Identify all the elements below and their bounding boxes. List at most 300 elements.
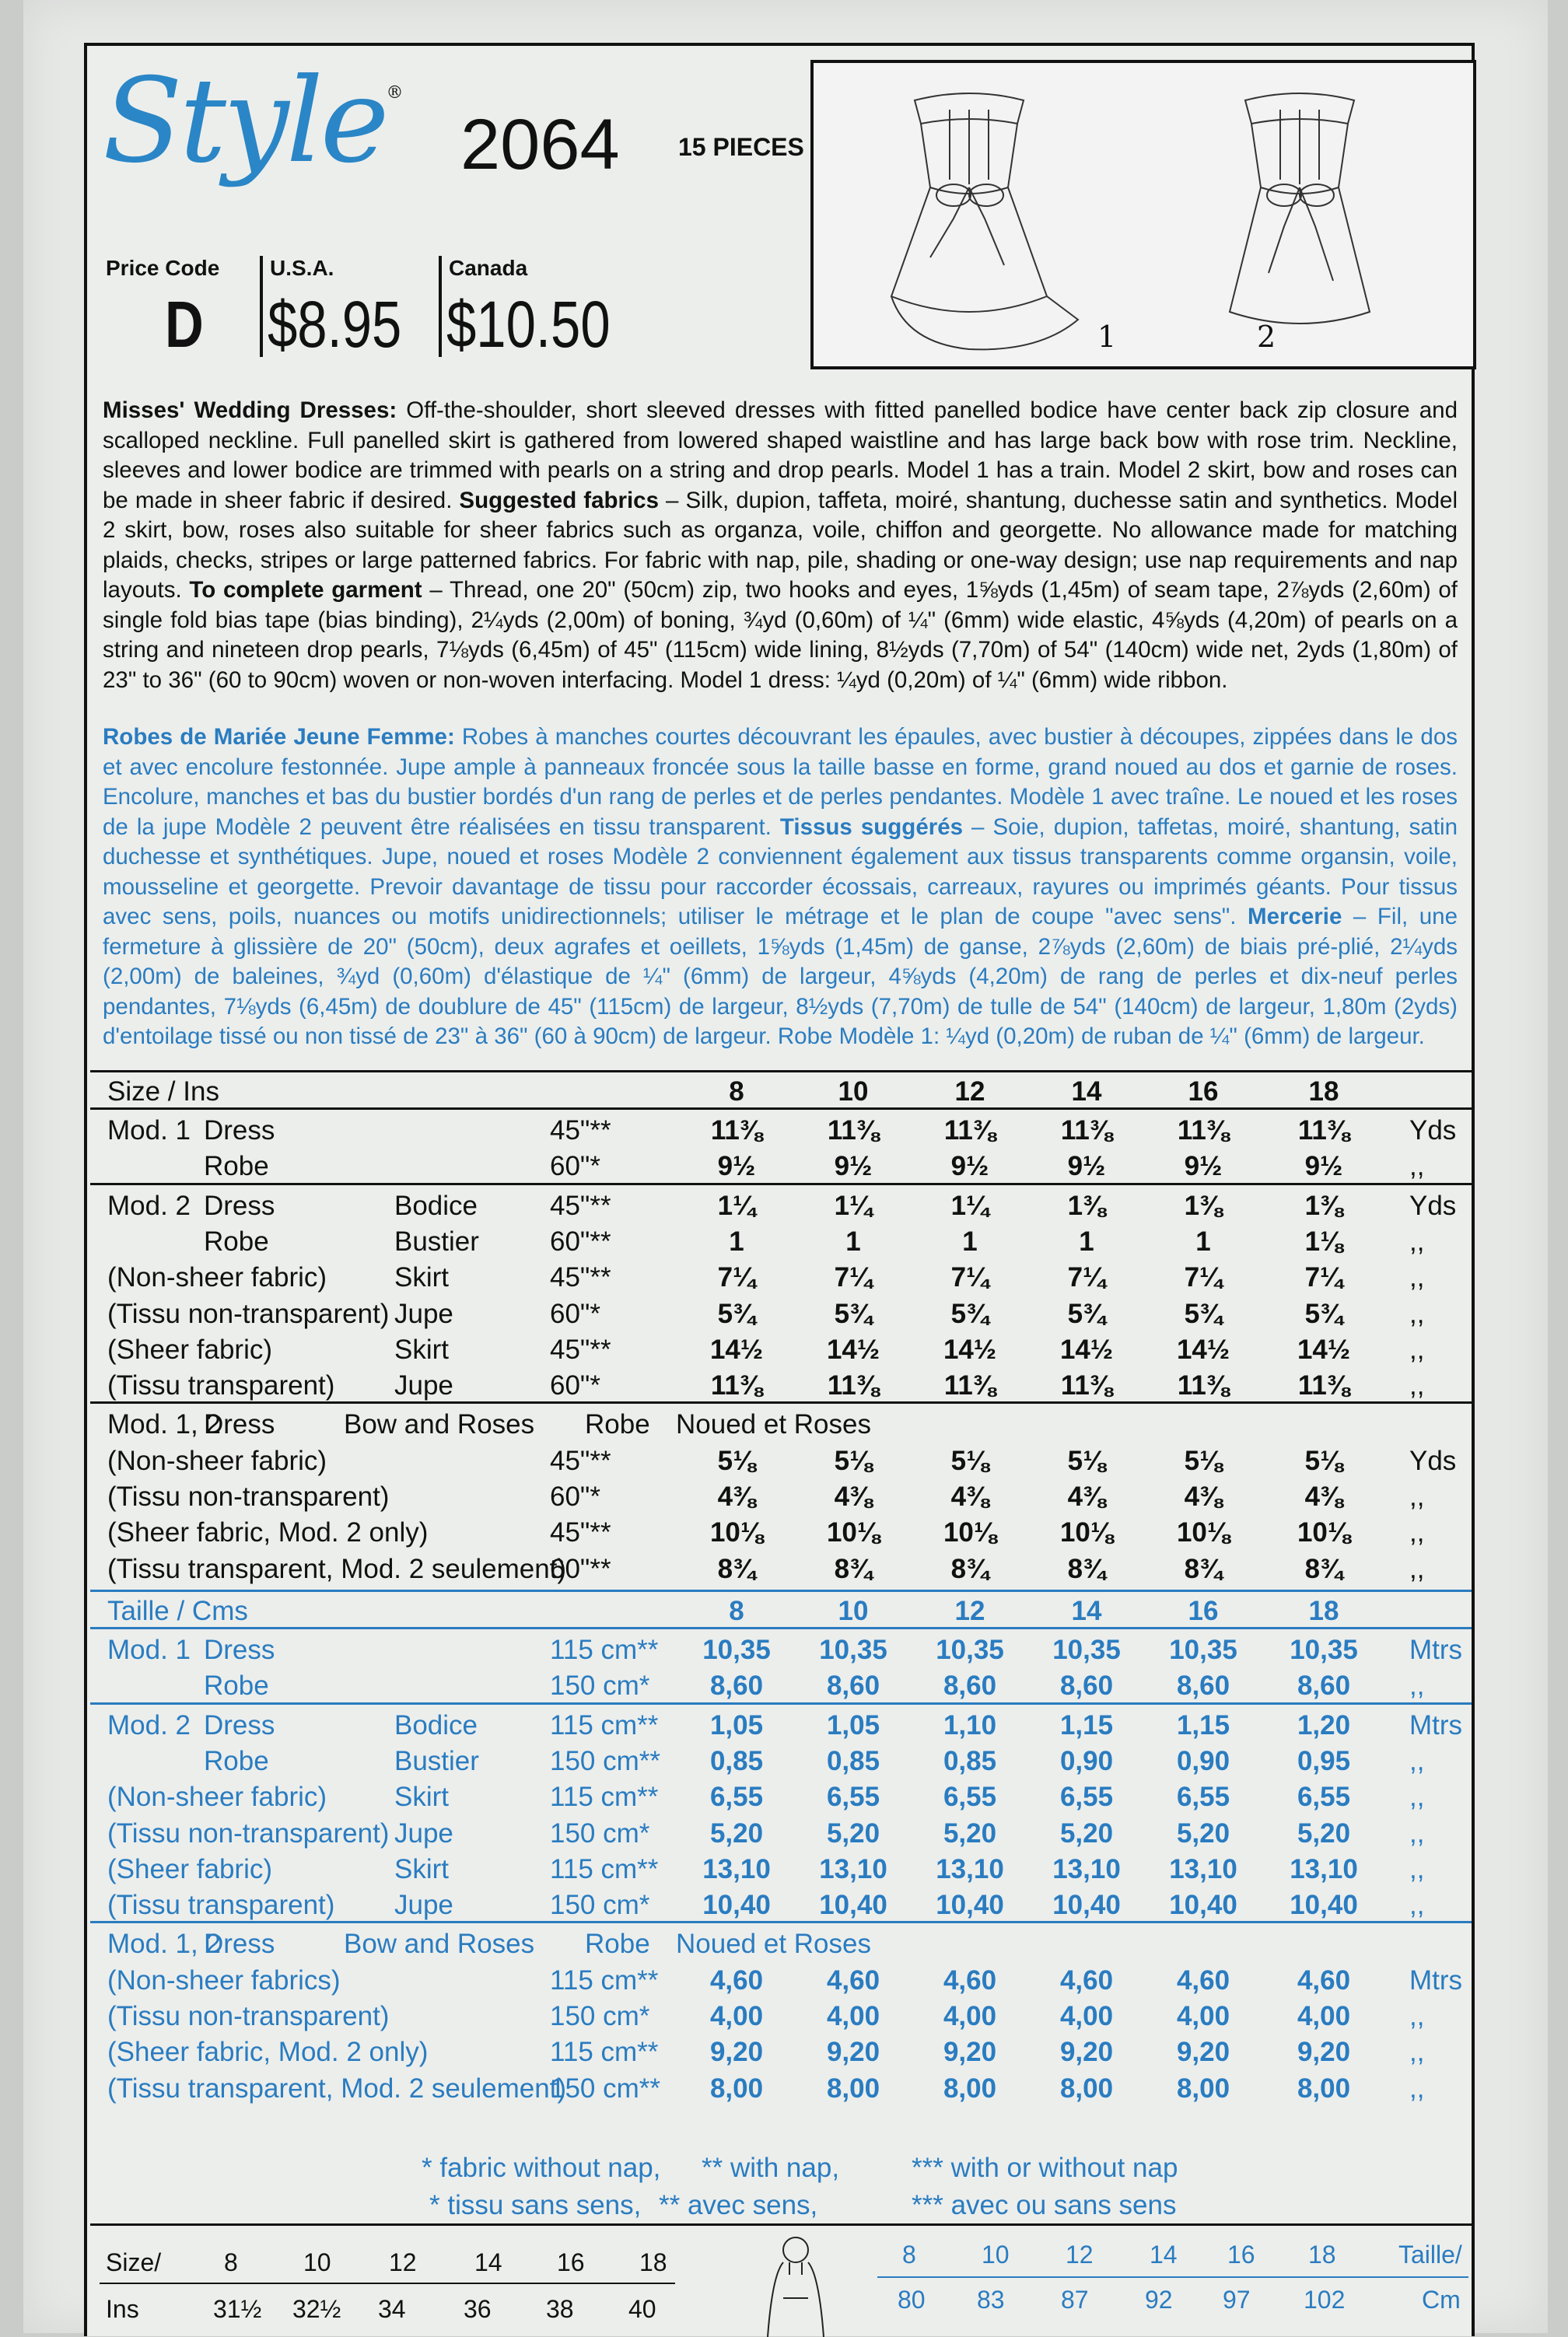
unit: ,, <box>1409 1671 1425 1702</box>
price-code: D <box>165 288 204 361</box>
size-cell: 10 <box>303 2248 331 2276</box>
size-header: 8 <box>729 1076 744 1107</box>
yardage-value: 9,20 <box>709 2037 764 2068</box>
yardage-value: 1 <box>729 1226 744 1257</box>
row-width: 60"** <box>550 1226 611 1257</box>
row-width: 150 cm* <box>550 1817 650 1849</box>
yardage-value: 14½ <box>1059 1334 1114 1365</box>
yardage-value: 1,15 <box>1059 1709 1114 1741</box>
yardage-value: 0,85 <box>943 1745 997 1776</box>
table-rule <box>90 1183 1472 1185</box>
yardage-value: 8,00 <box>1176 2073 1230 2104</box>
row-piece: Skirt <box>394 1334 449 1365</box>
footnote: *** with or without nap <box>912 2153 1178 2183</box>
body-figure-icon <box>749 2228 842 2337</box>
yardage-value: 8,60 <box>1176 1671 1230 1702</box>
footnote: * tissu sans sens, <box>429 2190 642 2220</box>
row-garment: Robe <box>204 1671 269 1702</box>
row-width: 60"** <box>550 1553 611 1584</box>
row-label: (Non-sheer fabrics) <box>107 1964 341 1996</box>
yardage-value: 4,00 <box>1176 2001 1230 2031</box>
table-rule <box>90 1921 1472 1923</box>
yardage-value: 8¾ <box>1184 1553 1223 1584</box>
unit: ,, <box>1409 1370 1425 1401</box>
unit: ,, <box>1409 1482 1425 1512</box>
row-garment: Robe <box>204 1151 269 1182</box>
yardage-value: 13,10 <box>702 1853 771 1884</box>
unit: ,, <box>1409 1517 1425 1548</box>
size-cell: 14 <box>474 2248 502 2276</box>
yardage-value: 6,55 <box>1059 1782 1114 1813</box>
unit: Mtrs <box>1409 1635 1463 1665</box>
row-label: Mod. 1 <box>107 1115 191 1146</box>
ins-label: Ins <box>106 2295 139 2323</box>
size-cell: 16 <box>1227 2241 1255 2269</box>
size-header-label: Size / Ins <box>107 1076 219 1107</box>
row-label: (Tissu non-transparent) <box>107 1298 390 1329</box>
row-piece: Bodice <box>394 1190 478 1221</box>
yardage-value: 7¼ <box>1304 1262 1343 1293</box>
row-garment: Dress <box>204 1635 275 1665</box>
yardage-value: 11⅜ <box>1060 1370 1113 1401</box>
dress-sketches <box>814 63 1473 366</box>
row-label: (Sheer fabric, Mod. 2 only) <box>107 1517 429 1548</box>
row-garment: Dress <box>204 1190 275 1221</box>
yardage-value: 4,00 <box>943 2001 997 2031</box>
unit: Mtrs <box>1409 1964 1463 1996</box>
yardage-value: 8,60 <box>1059 1671 1114 1702</box>
yardage-value: 1,20 <box>1297 1709 1351 1741</box>
ins-value: 38 <box>546 2295 574 2323</box>
row-label: (Tissu transparent) <box>107 1370 335 1401</box>
size-cell: 18 <box>1308 2241 1336 2269</box>
row-piece: Bow and Roses <box>344 1409 535 1440</box>
yardage-value: 11⅜ <box>827 1115 880 1146</box>
unit: ,, <box>1409 1151 1425 1182</box>
unit: ,, <box>1409 1853 1425 1884</box>
yardage-value: 4,60 <box>709 1964 764 1996</box>
row-note: Noued et Roses <box>676 1929 871 1960</box>
yardage-value: 6,55 <box>826 1782 880 1813</box>
row-width: 60"* <box>550 1370 600 1401</box>
ins-value: 31½ <box>213 2295 262 2323</box>
yardage-value: 6,55 <box>1297 1782 1351 1813</box>
unit: ,, <box>1409 1817 1425 1849</box>
yardage-value: 10,40 <box>936 1890 1004 1921</box>
yardage-value: 11⅜ <box>1177 1370 1230 1401</box>
row-label: Mod. 1 <box>107 1635 191 1665</box>
yardage-value: 1 <box>962 1226 978 1257</box>
yardage-value: 5⅛ <box>834 1445 873 1476</box>
yardage-value: 11⅜ <box>710 1115 763 1146</box>
size-header: 18 <box>1308 1076 1339 1107</box>
yardage-value: 7¼ <box>834 1262 873 1293</box>
size-header: 16 <box>1188 1596 1219 1626</box>
unit: Yds <box>1409 1190 1457 1221</box>
unit: ,, <box>1409 1890 1425 1921</box>
yardage-value: 9,20 <box>943 2037 997 2068</box>
row-label: (Tissu non-transparent) <box>107 2001 390 2031</box>
description-french: Robes de Mariée Jeune Femme: Robes à manches courtes découvrant les épaules, avec bustier à découpes, zippées dans le dos et avec encolure festonnée. Jupe ample à panneaux froncée sous la taille basse en forme, grand noued au dos et garnie de roses. Encolure, manches et bas du bustier bordés d'un rang de perles et de perles pendantes. Modèle 1 avec traîne. Le noued et les roses de la jupe Modèle 2 peuvent être réalisées en tissu transparent. Tissus suggérés – Soie, dupion, taffetas, moiré, shantung, satin duchesse et synthétiques. Jupe, noued et roses Modèle 2 conviennent également aux tissus transparents comme organsin, voile, mousseline et georgette. Prevoir davantage de tissu pour raccorder écossais, carreaux, rayures ou imprimés géants. Pour tissus avec sens, poils, nuances ou motifs unidirectionnels; utiliser le métrage et le plan de coupe "avec sens". Mercerie – Fil, une fermeture à glissière de 20" (50cm), deux agrafes et oeillets, 1⅝yds (1,45m) de ganse, 2⅞yds (2,60m) de biais pré-plié, 2¼yds (2,00m) de baleines, ¾yd (0,60m) d'élastique de ¼" (6mm) de largeur, 4⅝yds (4,20m) de rang de perles et dix-neuf perles pendantes, 7⅛yds (6,45m) de doublure de 45" (115cm) de largeur, 8½yds (7,70m) de tulle de 54" (140cm) de largeur, 1,80m (2yds) d'entoilage tissé ou non tissé de 23" à 36" (60 à 90cm) de largeur. Robe Modèle 1: ¼yd (0,20m) de ruban de ¼" (6mm) de largeur. <box>103 724 1458 1049</box>
yardage-value: 10⅛ <box>1297 1517 1351 1548</box>
yardage-value: 14½ <box>709 1334 764 1365</box>
cm-label: Cm <box>1422 2286 1461 2314</box>
row-width: 60"* <box>550 1482 600 1512</box>
unit: ,, <box>1409 2001 1425 2031</box>
row-width: 45"** <box>550 1517 611 1548</box>
row-label: (Sheer fabric, Mod. 2 only) <box>107 2037 429 2068</box>
row-note: Noued et Roses <box>676 1409 871 1440</box>
yardage-value: 1 <box>1079 1226 1094 1257</box>
yardage-value: 13,10 <box>1169 1853 1237 1884</box>
yardage-value: 10⅛ <box>1059 1517 1114 1548</box>
size-header: 10 <box>838 1076 869 1107</box>
size-header: 8 <box>729 1596 744 1626</box>
unit: Yds <box>1409 1445 1457 1476</box>
yardage-value: 8,00 <box>826 2073 880 2104</box>
canada-label: Canada <box>449 256 528 280</box>
cm-value: 97 <box>1223 2286 1251 2314</box>
row-label: (Tissu non-transparent) <box>107 1482 390 1512</box>
table-rule <box>90 1590 1472 1592</box>
yardage-value: 6,55 <box>709 1782 764 1813</box>
usa-price: $8.95 <box>268 288 402 361</box>
description-english: Misses' Wedding Dresses: Off-the-shoulder, short sleeved dresses with fitted panelled bodice have center back zip closure and scalloped neckline. Full panelled skirt is gathered from lowered shaped waistline and has large back bow with rose trim. Neckline, sleeves and lower bodice are trimmed with pearls on a string and drop pearls. Model 1 has a train. Model 2 skirt, bow and roses can be made in sheer fabric if desired. Suggested fabrics – Silk, dupion, taffeta, moiré, shantung, duchesse satin and synthetics. Model 2 skirt, bow, roses also suitable for sheer fabrics such as organza, voile, chiffon and georgette. No allowance made for matching plaids, checks, stripes or large patterned fabrics. For fabric with nap, pile, shading or one-way design; use nap requirements and nap layouts. To complete garment – Thread, one 20" (50cm) zip, two hooks and eyes, 1⅝yds (1,45m) of seam tape, 2⅞yds (2,60m) of single fold bias tape (bias binding), 2¼yds (2,00m) of boning, ¾yd (0,60m) of ¼" (6mm) wide elastic, 4⅝yds (4,20m) of pearls on a string and nineteen drop pearls, 7⅛yds (6,45m) of 45" (115cm) wide lining, 8½yds (7,70m) of 54" (140cm) wide net, 2yds (1,80m) of 23" to 36" (60 to 90cm) woven or non-woven interfacing. Model 1 dress: ¼yd (0,20m) of ¼" (6mm) wide ribbon. <box>103 397 1458 693</box>
yardage-value: 9½ <box>1067 1151 1106 1182</box>
unit: ,, <box>1409 2037 1425 2068</box>
yardage-value: 10⅛ <box>709 1517 764 1548</box>
size-header: 10 <box>838 1596 869 1626</box>
size-cell: 16 <box>557 2248 585 2276</box>
size-cell: 8 <box>902 2241 916 2269</box>
size-header: 14 <box>1071 1596 1102 1626</box>
row-piece: Bustier <box>394 1745 479 1776</box>
row-width: 45"** <box>550 1190 611 1221</box>
yardage-value: 0,95 <box>1297 1745 1351 1776</box>
yardage-value: 13,10 <box>1052 1853 1121 1884</box>
row-label: Mod. 1, 2 <box>107 1929 221 1960</box>
unit: ,, <box>1409 1553 1425 1584</box>
yardage-value: 8¾ <box>950 1553 989 1584</box>
footnote: * fabric without nap, <box>422 2153 661 2183</box>
row-piece: Jupe <box>394 1890 453 1921</box>
row-width: 150 cm** <box>550 2073 661 2104</box>
size-header: 18 <box>1308 1596 1339 1626</box>
row-piece: Skirt <box>394 1262 449 1293</box>
size-header: 16 <box>1188 1076 1219 1107</box>
row-piece: Jupe <box>394 1817 453 1849</box>
view-2-label: 2 <box>1257 320 1276 354</box>
row-width: 150 cm* <box>550 2001 650 2031</box>
table-rule <box>90 1070 1472 1072</box>
yardage-value: 10,35 <box>1169 1635 1237 1665</box>
row-label: (Sheer fabric) <box>107 1334 273 1365</box>
row-piece: Jupe <box>394 1298 453 1329</box>
usa-label: U.S.A. <box>270 256 334 280</box>
yardage-value: 10,35 <box>1290 1635 1358 1665</box>
size-header-label: Taille / Cms <box>107 1596 248 1626</box>
row-width: 45"** <box>550 1445 611 1476</box>
yardage-value: 9,20 <box>826 2037 880 2068</box>
row-width: 45"** <box>550 1262 611 1293</box>
yardage-value: 8,00 <box>943 2073 997 2104</box>
row-label: (Tissu transparent, Mod. 2 seulement) <box>107 2073 567 2104</box>
yardage-value: 4,60 <box>943 1964 997 1996</box>
yardage-value: 13,10 <box>1290 1853 1358 1884</box>
yardage-value: 8,60 <box>826 1671 880 1702</box>
row-garment: Robe <box>204 1226 269 1257</box>
yardage-value: 13,10 <box>936 1853 1004 1884</box>
unit: ,, <box>1409 1782 1425 1813</box>
yardage-value: 4⅜ <box>1184 1482 1223 1512</box>
size-cell: 8 <box>224 2248 238 2276</box>
yardage-value: 1¼ <box>834 1190 873 1221</box>
unit: ,, <box>1409 1334 1425 1365</box>
price-divider <box>260 256 263 357</box>
row-width: 60"* <box>550 1298 600 1329</box>
yardage-value: 4,60 <box>1176 1964 1230 1996</box>
row-label: (Tissu non-transparent) <box>107 1817 390 1849</box>
unit: ,, <box>1409 1262 1425 1293</box>
yardage-value: 7¼ <box>950 1262 989 1293</box>
yardage-value: 8¾ <box>834 1553 873 1584</box>
yardage-value: 5,20 <box>709 1817 764 1849</box>
yardage-value: 5,20 <box>1297 1817 1351 1849</box>
yardage-value: 8,60 <box>1297 1671 1351 1702</box>
pattern-number: 2064 <box>460 105 620 184</box>
cm-value: 92 <box>1145 2286 1173 2314</box>
yardage-value: 1,05 <box>709 1709 764 1741</box>
row-width: 150 cm* <box>550 1890 650 1921</box>
yardage-value: 7¼ <box>1184 1262 1223 1293</box>
yardage-value: 8¾ <box>1304 1553 1343 1584</box>
yardage-value: 1,15 <box>1176 1709 1230 1741</box>
row-label: Mod. 1, 2 <box>107 1409 221 1440</box>
yardage-value: 11⅜ <box>710 1370 763 1401</box>
yardage-value: 5⅛ <box>1304 1445 1343 1476</box>
row-label: (Tissu transparent) <box>107 1890 335 1921</box>
unit: ,, <box>1409 2073 1425 2104</box>
unit: Mtrs <box>1409 1709 1463 1741</box>
row-width: 115 cm** <box>550 2037 659 2068</box>
size-header: 14 <box>1071 1076 1102 1107</box>
yardage-value: 5,20 <box>943 1817 997 1849</box>
yardage-value: 4,60 <box>1297 1964 1351 1996</box>
yardage-value: 9½ <box>834 1151 873 1182</box>
ins-value: 32½ <box>292 2295 341 2323</box>
row-width: 45"** <box>550 1334 611 1365</box>
table-rule <box>90 1107 1472 1110</box>
yardage-value: 10,40 <box>819 1890 887 1921</box>
yardage-value: 11⅜ <box>1297 1115 1350 1146</box>
row-width: 115 cm** <box>550 1782 659 1813</box>
yardage-value: 0,85 <box>709 1745 764 1776</box>
taille-label: Taille/ <box>1398 2241 1462 2269</box>
yardage-value: 11⅜ <box>1297 1370 1350 1401</box>
yardage-value: 10,35 <box>819 1635 887 1665</box>
yardage-value: 6,55 <box>943 1782 997 1813</box>
yardage-value: 5¾ <box>950 1298 989 1329</box>
yardage-value: 5¾ <box>834 1298 873 1329</box>
row-piece: Jupe <box>394 1370 453 1401</box>
size-header: 12 <box>954 1076 985 1107</box>
yardage-value: 9,20 <box>1059 2037 1114 2068</box>
yardage-value: 1,10 <box>943 1709 997 1741</box>
yardage-value: 5¾ <box>1184 1298 1223 1329</box>
yardage-value: 13,10 <box>819 1853 887 1884</box>
yardage-value: 5⅛ <box>717 1445 756 1476</box>
yardage-value: 5¾ <box>1304 1298 1343 1329</box>
unit: ,, <box>1409 1298 1425 1329</box>
row-piece: Bustier <box>394 1226 479 1257</box>
yardage-value: 10⅛ <box>943 1517 997 1548</box>
yardage-value: 9½ <box>1184 1151 1223 1182</box>
yardage-value: 10,40 <box>1169 1890 1237 1921</box>
row-piece: Bow and Roses <box>344 1929 535 1960</box>
row-width: 115 cm** <box>550 1964 659 1996</box>
yardage-value: 14½ <box>826 1334 880 1365</box>
yardage-value: 1¼ <box>950 1190 989 1221</box>
yardage-value: 5,20 <box>826 1817 880 1849</box>
row-width: 150 cm* <box>550 1671 650 1702</box>
row-piece: Bodice <box>394 1709 478 1741</box>
row-width: 115 cm** <box>550 1853 659 1884</box>
row-width: 60"* <box>550 1151 600 1182</box>
yardage-value: 10,40 <box>1290 1890 1358 1921</box>
yardage-value: 10,35 <box>936 1635 1004 1665</box>
unit: Yds <box>1409 1115 1457 1146</box>
row-garment: Dress <box>204 1709 275 1741</box>
size-label: Size/ <box>106 2248 162 2276</box>
size-cell: 12 <box>1066 2241 1094 2269</box>
yardage-value: 5¾ <box>717 1298 756 1329</box>
size-cell: 12 <box>389 2248 417 2276</box>
yardage-value: 5⅛ <box>950 1445 989 1476</box>
size-header: 12 <box>954 1596 985 1626</box>
yardage-value: 8,00 <box>1059 2073 1114 2104</box>
row-label: (Tissu transparent, Mod. 2 seulement) <box>107 1553 567 1584</box>
ins-value: 34 <box>378 2295 406 2323</box>
yardage-value: 8,60 <box>709 1671 764 1702</box>
yardage-value: 11⅜ <box>943 1115 996 1146</box>
row-label: Mod. 2 <box>107 1709 191 1741</box>
brand-logo: Style® <box>103 54 401 189</box>
unit: ,, <box>1409 1226 1425 1257</box>
yardage-value: 0,90 <box>1059 1745 1114 1776</box>
yardage-value: 4,00 <box>709 2001 764 2031</box>
row-width: 45"** <box>550 1115 611 1146</box>
yardage-value: 1⅜ <box>1067 1190 1106 1221</box>
yardage-value: 10,35 <box>702 1635 771 1665</box>
size-cell: 18 <box>639 2248 667 2276</box>
row-width: 150 cm** <box>550 1745 661 1776</box>
yardage-value: 0,90 <box>1176 1745 1230 1776</box>
body-measurements <box>84 2220 1472 2333</box>
table-rule <box>90 1627 1472 1629</box>
row-piece: Skirt <box>394 1782 449 1813</box>
yardage-value: 4⅜ <box>1067 1482 1106 1512</box>
row-garment: Dress <box>204 1115 275 1146</box>
yardage-value: 5⅛ <box>1067 1445 1106 1476</box>
yardage-value: 1 <box>1195 1226 1211 1257</box>
yardage-value: 1⅜ <box>1304 1190 1343 1221</box>
yardage-value: 11⅜ <box>1177 1115 1230 1146</box>
price-divider <box>439 256 442 357</box>
yardage-value: 5,20 <box>1059 1817 1114 1849</box>
row-label: (Non-sheer fabric) <box>107 1262 327 1293</box>
cm-value: 87 <box>1061 2286 1089 2314</box>
yardage-value: 0,85 <box>826 1745 880 1776</box>
yardage-value: 10,40 <box>1052 1890 1121 1921</box>
yardage-value: 4⅜ <box>717 1482 756 1512</box>
cm-value: 102 <box>1304 2286 1346 2314</box>
yardage-value: 9,20 <box>1176 2037 1230 2068</box>
yardage-value: 14½ <box>1176 1334 1230 1365</box>
yardage-value: 9½ <box>950 1151 989 1182</box>
row-width: 115 cm** <box>550 1709 659 1741</box>
rule <box>100 2283 675 2284</box>
row-label: Mod. 2 <box>107 1190 191 1221</box>
price-code-label: Price Code <box>106 256 220 280</box>
row-label: (Non-sheer fabric) <box>107 1445 327 1476</box>
table-rule <box>90 1702 1472 1705</box>
row-garment: Dress <box>204 1409 275 1440</box>
ins-value: 40 <box>628 2295 656 2323</box>
yardage-value: 11⅜ <box>943 1370 996 1401</box>
yardage-value: 1⅜ <box>1184 1190 1223 1221</box>
size-cell: 14 <box>1150 2241 1178 2269</box>
yardage-value: 1,05 <box>826 1709 880 1741</box>
yardage-value: 4⅜ <box>834 1482 873 1512</box>
view-1-label: 1 <box>1097 320 1117 354</box>
yardage-value: 7¼ <box>1067 1262 1106 1293</box>
yardage-value: 10,35 <box>1052 1635 1121 1665</box>
cm-value: 80 <box>898 2286 926 2314</box>
yardage-value: 4⅜ <box>950 1482 989 1512</box>
pieces-count: 15 PIECES <box>678 133 804 161</box>
rule <box>877 2276 1468 2278</box>
size-cell: 10 <box>982 2241 1010 2269</box>
yardage-value: 9½ <box>717 1151 756 1182</box>
yardage-value: 5,20 <box>1176 1817 1230 1849</box>
yardage-value: 4,60 <box>826 1964 880 1996</box>
yardage-value: 11⅜ <box>827 1370 880 1401</box>
yardage-value: 4,00 <box>1297 2001 1351 2031</box>
yardage-value: 1¼ <box>717 1190 756 1221</box>
yardage-value: 5⅛ <box>1184 1445 1223 1476</box>
unit: ,, <box>1409 1745 1425 1776</box>
yardage-value: 14½ <box>1297 1334 1351 1365</box>
yardage-value: 9,20 <box>1297 2037 1351 2068</box>
footnote: ** with nap, <box>702 2153 840 2183</box>
dress-sketch-panel <box>810 60 1476 369</box>
footnote: *** avec ou sans sens <box>912 2190 1177 2220</box>
cm-value: 83 <box>977 2286 1005 2314</box>
yardage-value: 4,60 <box>1059 1964 1114 1996</box>
yardage-value: 10⅛ <box>826 1517 880 1548</box>
row-width: Robe <box>585 1409 650 1440</box>
row-label: (Sheer fabric) <box>107 1853 273 1884</box>
yardage-value: 4,00 <box>1059 2001 1114 2031</box>
yardage-value: 1⅛ <box>1304 1226 1343 1257</box>
yardage-value: 10⅛ <box>1176 1517 1230 1548</box>
yardage-value: 8,60 <box>943 1671 997 1702</box>
yardage-value: 8¾ <box>717 1553 756 1584</box>
yardage-value: 4⅜ <box>1304 1482 1343 1512</box>
yardage-value: 8,00 <box>1297 2073 1351 2104</box>
ins-value: 36 <box>464 2295 492 2323</box>
yardage-value: 14½ <box>943 1334 997 1365</box>
